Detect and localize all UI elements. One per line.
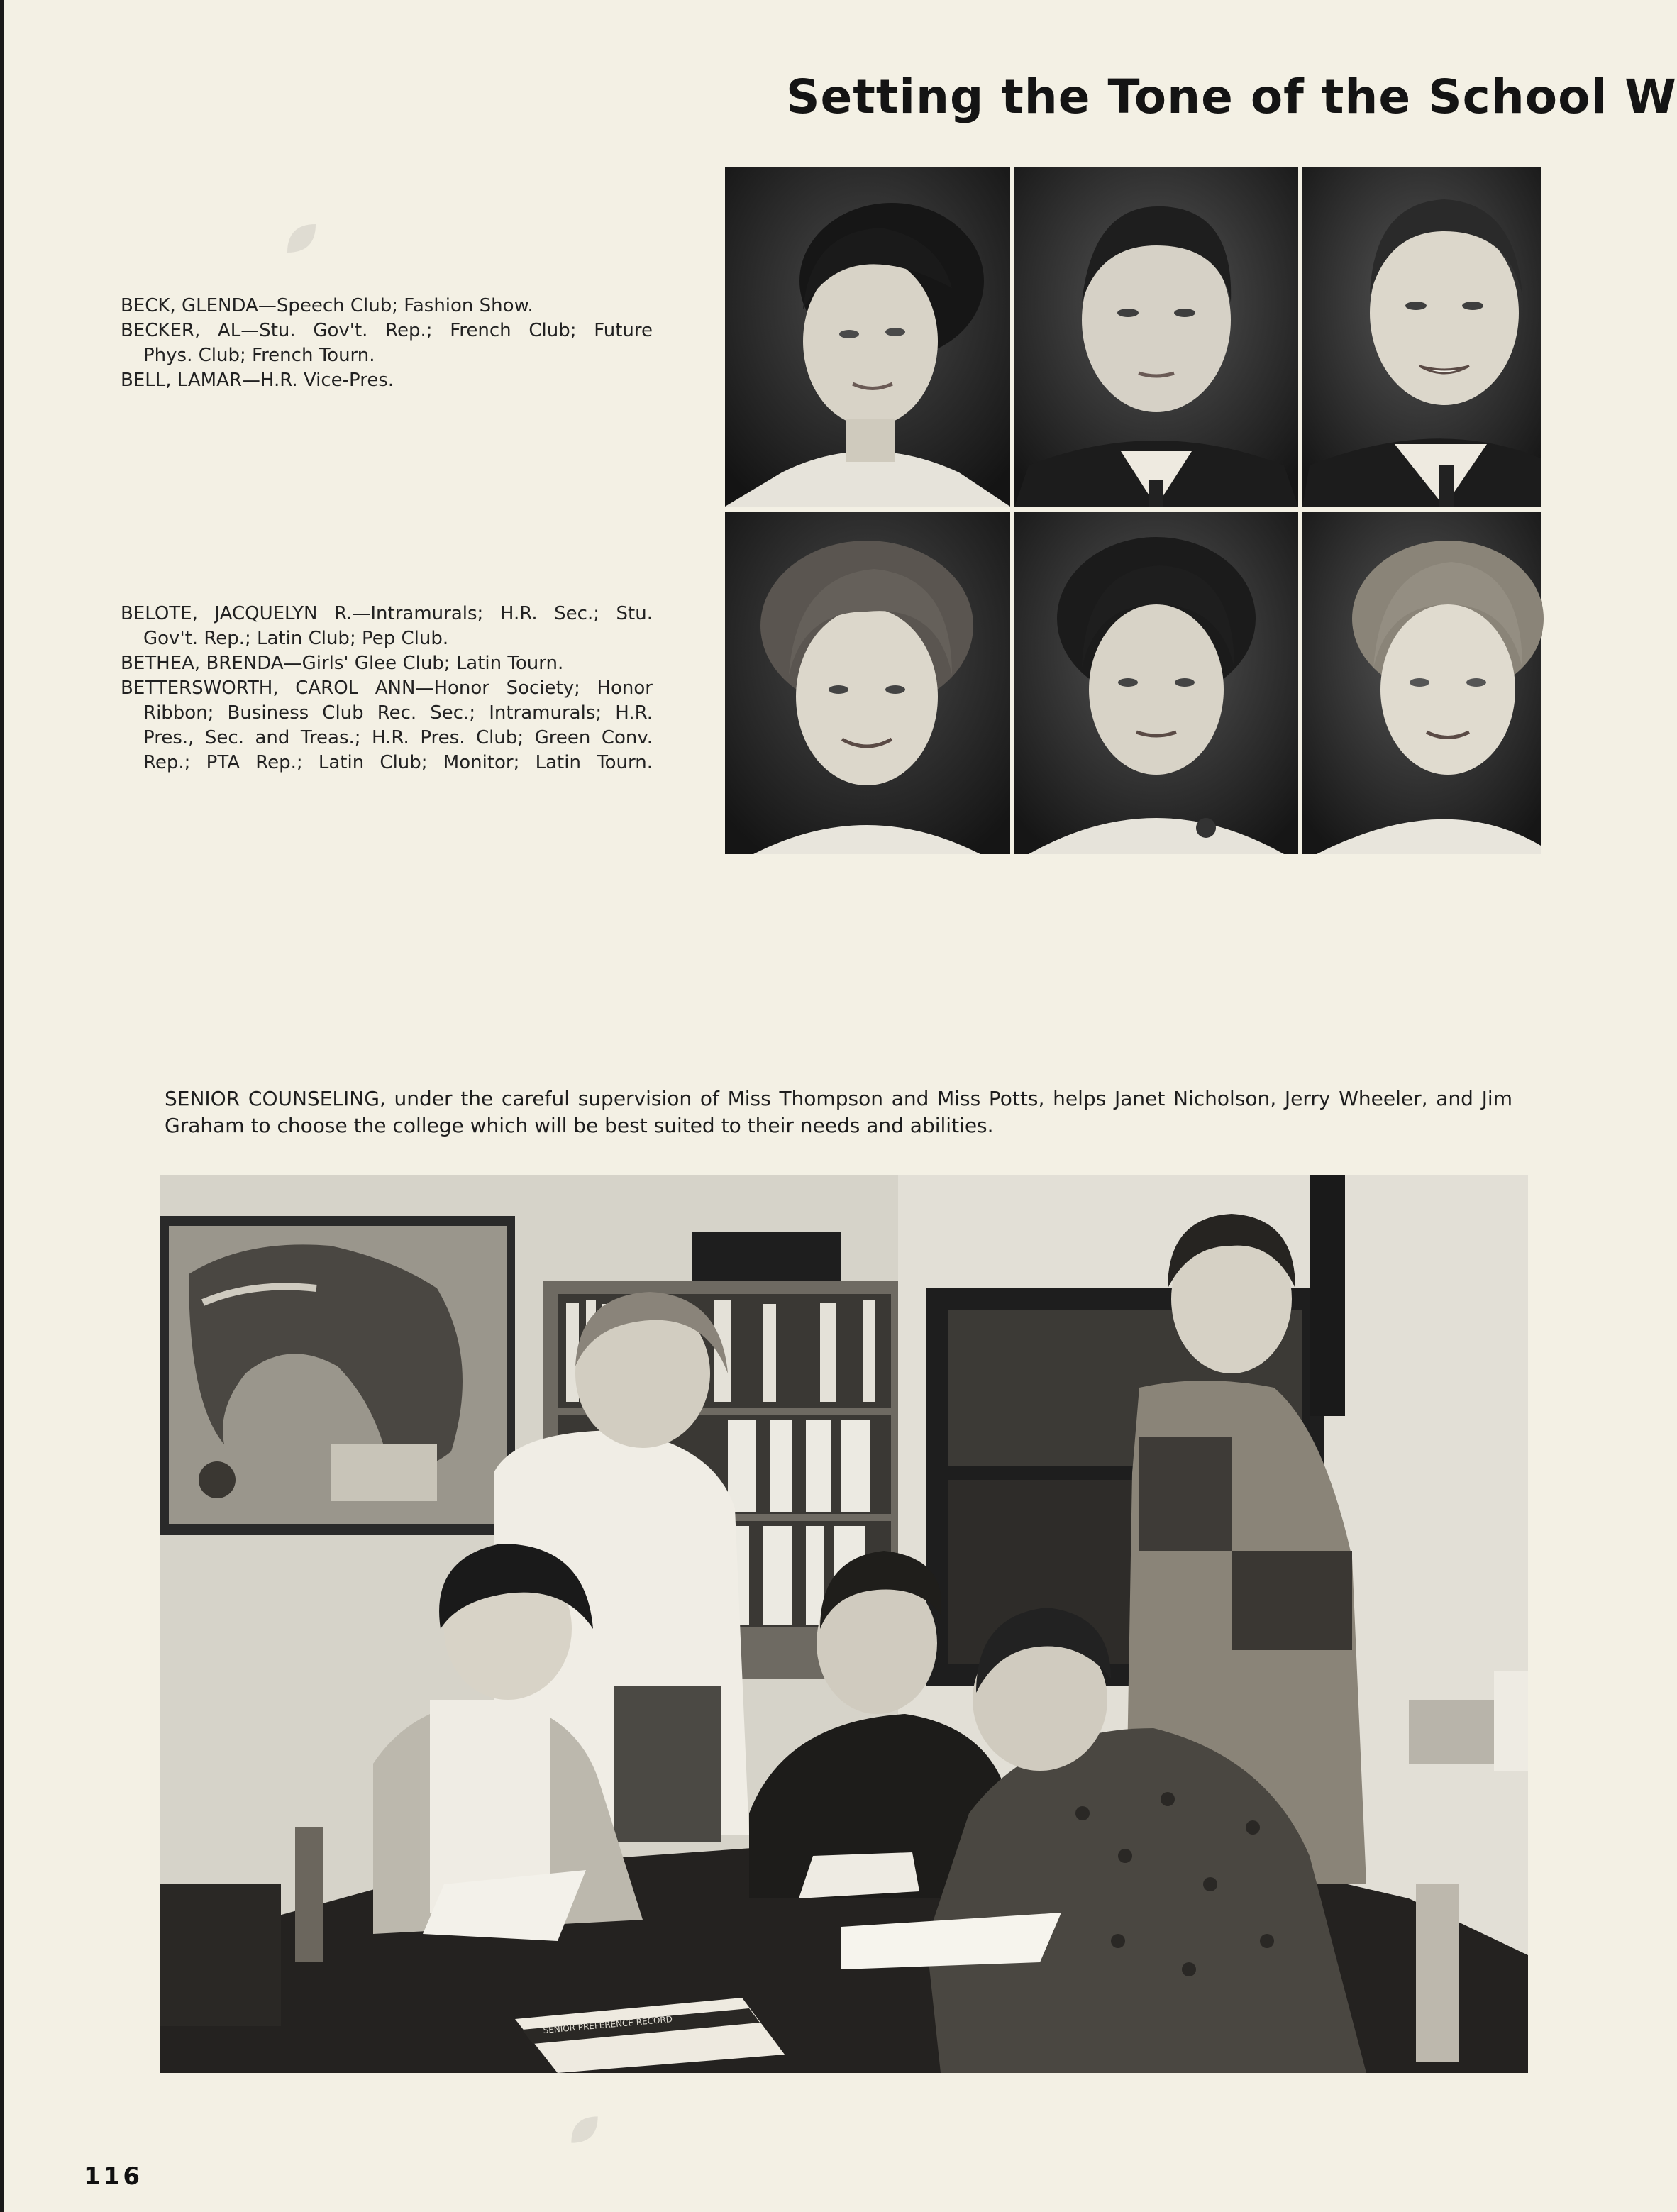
senior-entry-becker: BECKER, AL—Stu. Gov't. Rep.; French Club; Future Phys. Club; French Tourn. bbox=[121, 320, 653, 366]
page-edge bbox=[0, 0, 4, 2212]
wall-map bbox=[160, 1216, 515, 1535]
page-number: 116 bbox=[84, 2162, 143, 2191]
senior-entry-bethea: BETHEA, BRENDA—Girls' Glee Club; Latin Tourn. bbox=[121, 653, 564, 674]
portrait-belote bbox=[725, 512, 1010, 854]
page-headline: Setting the Tone of the School W bbox=[786, 70, 1677, 124]
portrait-beck bbox=[725, 167, 1010, 507]
senior-entries-top bbox=[121, 294, 653, 393]
portrait-bettersworth bbox=[1302, 512, 1541, 854]
pamphlet-title: SENIOR PREFERENCE RECORD bbox=[543, 2014, 673, 2035]
portrait-bethea bbox=[1014, 512, 1298, 854]
senior-entry-belote: BELOTE, JACQUELYN R.—Intramurals; H.R. Sec.; Stu. Gov't. Rep.; Latin Club; Pep Club. bbox=[121, 603, 653, 649]
watermark-leaf-icon bbox=[280, 217, 323, 260]
photo-caption: SENIOR COUNSELING, under the careful supervision of Miss Thompson and Miss Potts, helps Janet Nicholson, Jerry Wheeler, and Jim Graham to choose the college which will be best suited to their needs and abilities. bbox=[165, 1087, 1512, 1137]
senior-portrait-grid bbox=[725, 167, 1541, 854]
senior-entry-bell: BELL, LAMAR—H.R. Vice-Pres. bbox=[121, 370, 394, 391]
watermark-leaf-icon bbox=[565, 2110, 604, 2150]
senior-entries-bottom bbox=[121, 602, 653, 775]
senior-entry-beck: BECK, GLENDA—Speech Club; Fashion Show. bbox=[121, 295, 533, 316]
portrait-becker bbox=[1014, 167, 1298, 507]
senior-entry-bettersworth: BETTERSWORTH, CAROL ANN—Honor Society; Honor Ribbon; Business Club Rec. Sec.; Intramurals; H.R. Pres., Sec. and Treas.; H.R. Pres. Club; Green Conv. Rep.; PTA Rep.; Latin Club; Monitor; Latin Tourn. bbox=[121, 678, 653, 773]
portrait-bell bbox=[1302, 167, 1541, 507]
senior-counseling-photo bbox=[160, 1175, 1528, 2073]
